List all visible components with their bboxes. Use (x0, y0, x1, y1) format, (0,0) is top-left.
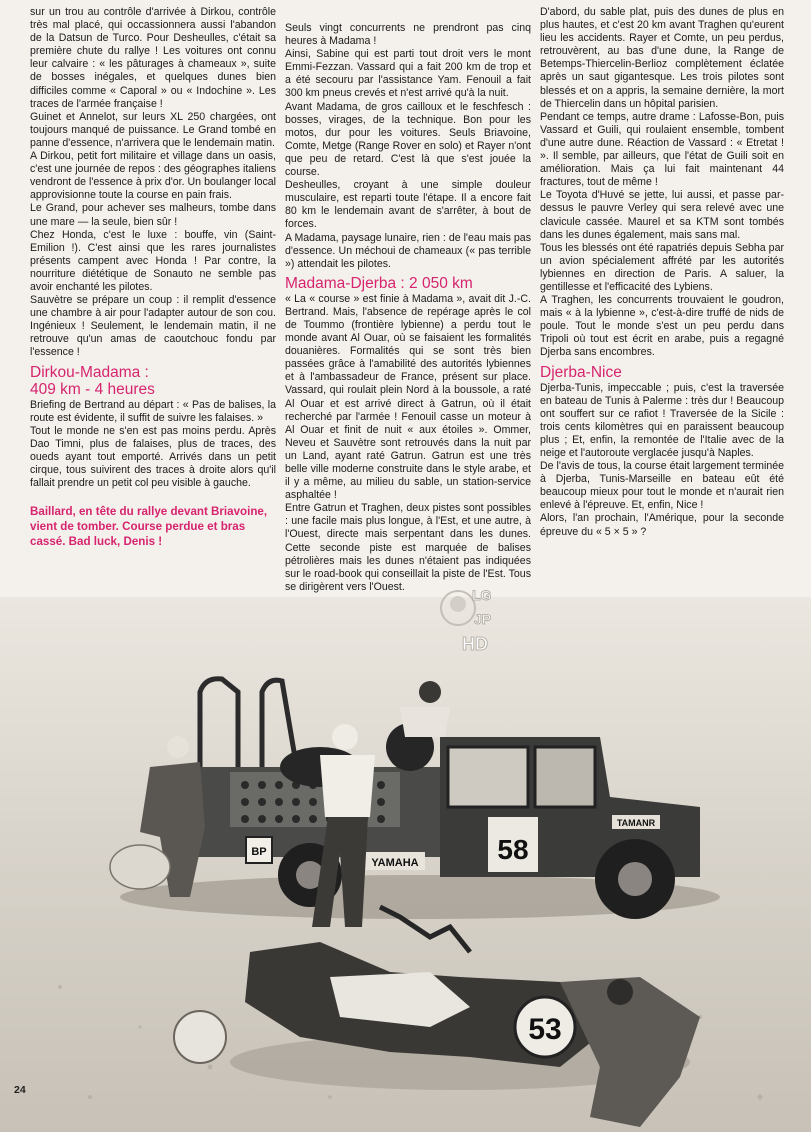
paragraph: Seuls vingt concurrents ne prendront pas cinq heures à Madama ! (285, 22, 531, 48)
truck-side-text: TAMANR (616, 818, 656, 828)
heading-line-1: Dirkou-Madama : (30, 363, 149, 381)
paragraph: D'abord, du sable plat, puis des dunes de plus en plus hautes, et c'est 20 km avant Traghen qu'eurent lieu les accidents. Rayer et Comte, un peu perdus, retrouvèrent, au bas d'une dune, la Range de Betemps-Thiercelin-Berlioz complètement éclatée après un saut gigantesque. Les trois pilotes sont blessés et on a appris, la semaine dernière, la mort de Thiercelin dans un hôpital parisien. (540, 6, 784, 110)
paragraph: Le Grand, pour achever ses malheurs, tombe dans une mare — la seule, bien sûr ! (30, 202, 276, 228)
section-heading-madama-djerba: Madama-Djerba : 2 050 km (285, 274, 473, 292)
svg-text:HD: HD (462, 634, 488, 654)
truck-number: 58 (497, 834, 529, 865)
page-number: 24 (14, 1084, 26, 1096)
bike-number: 53 (528, 1013, 562, 1046)
paragraph: A Madama, paysage lunaire, rien : de l'eau mais pas d'essence. Un méchoui de chameaux (« pas terrible ») attendait les pilotes. (285, 231, 531, 270)
text-column-3 (540, 6, 784, 539)
watermark-logo (438, 578, 500, 668)
photo-caption: Baillard, en tête du rallye devant Briavoine, vient de tomber. Course perdue et bras cassé. Bad luck, Denis ! (30, 505, 268, 549)
desert-scene-illustration (0, 597, 811, 1132)
rally-photo (0, 597, 811, 1132)
text-column-2 (285, 22, 531, 594)
paragraph: Tous les blessés ont été rapatriés depuis Sebha par un avion spécialement affrété par les autorités lybiennes en direction de Paris. A saluer, la gentillesse et l'efficacité des Lybiens. (540, 241, 784, 293)
paragraph: Le Toyota d'Huvé se jette, lui aussi, et passe par-dessus le pauvre Verley qui sera relevé avec une clavicule cassée. Maurel et sa KTM sont tombés dans les dunes également, mais sans mal. (540, 189, 784, 241)
paragraph: Guinet et Annelot, sur leurs XL 250 chargées, ont toujours manqué de puissance. Le Grand tombé en panne d'essence, n'arrivera que le lendemain matin. (30, 110, 276, 149)
paragraph: sur un trou au contrôle d'arrivée à Dirkou, contrôle très mal placé, qui occassionnera aussi l'abandon de la Datsun de Turco. Pour Desheulles, c'était sa première chute du rallye ! Les voitures ont connu leur calvaire : « les pâturages à chameaux », suite de bosses inégales, et quelques dunes bien difficiles comme « Caporal » ou « Indochine ». Les traces de l'armée française ! (30, 6, 276, 110)
paragraph: Djerba-Tunis, impeccable ; puis, c'est la traversée en bateau de Tunis à Palerme : très dur ! Beaucoup ont souffert sur ce rafiot ! Traversée de la Sicile : trois cents kilomètres qui en paraissent beaucoup plus ; Et, enfin, la remontée de l'Italie avec de la neige et l'autoroute verglacée jusqu'à Naples. (540, 381, 784, 459)
svg-text:JP: JP (474, 611, 492, 627)
paragraph: « La « course » est finie à Madama », avait dit J.-C. Bertrand. Mais, l'absence de repérage après le col de Toummo (frontière lybienne) a perdu tout le monde avant Al Ouar, où se faisaient les formalités douanières. Formalités qui se sont très bien passées grâce à l'amabilité des autorités lybiennes et à l'ambassadeur de France, présent sur place. Vassard, qui roulait plein Nord à la boussole, a raté Al Ouar et est arrivé direct à Gatrun, où il était recherché par l'armée ! Fenouil casse un moteur à Al Ouar et finit de nuit « aux étoiles ». Ommer, Neveu et Sauvètre sont retrouvés dans la nuit par un Land, ayant raté Gatrun. Gatrun est une très belle ville moderne construite dans le style arabe, et il y a même, au milieu du sable, un station-service asphaltée ! (285, 292, 531, 502)
paragraph: Ainsi, Sabine qui est parti tout droit vers le mont Emmi-Fezzan. Vassard qui a fait 200 km de trop et a été secouru par l'assistance Yam. Fenouil a fait 300 km pneus crevés et n'est arrivé qu'à la nuit. (285, 48, 531, 100)
paragraph: De l'avis de tous, la course était largement terminée à Djerba, Tunis-Marseille en bateau eût été beaucoup mieux pour tout le monde et n'aurait rien enlevé à l'épreuve. Et, enfin, Nice ! (540, 460, 784, 512)
paragraph: Briefing de Bertrand au départ : « Pas de balises, la route est évidente, il suffit de suivre les falaises. » (30, 398, 276, 424)
paragraph: Chez Honda, c'est le luxe : bouffe, vin (Saint-Emilion !). C'est ainsi que les rares journalistes présents campent avec Honda ! Par contre, la nourriture diététique de Sonauto ne semble pas avoir enchanté les pilotes. (30, 228, 276, 293)
paragraph: Sauvètre se prépare un coup : il remplit d'essence une chambre à air pour l'adapter autour de son cou. Ingénieux ! Seulement, le lendemain matin, il ne retrouve qu'un amas de caoutchouc fondu par l'essence ! (30, 294, 276, 359)
paragraph: Entre Gatrun et Traghen, deux pistes sont possibles : une facile mais plus longue, à l'Est, et une autre, à l'Ouest, directe mais serpentant dans les dunes. Cette seconde piste est marquée de balises pétrolières mais les dunes n'étaient pas indiquées sur le road-book qui conseillait la piste de l'Est. Tous se dirigèrent vers l'Ouest. (285, 502, 531, 593)
paragraph: Avant Madama, de gros cailloux et le feschfesch : bosses, virages, de la technique. Bon pour les motos, dur pour les voitures. Seuls Briavoine, Comte, Metge (Range Rover en solo) et Rayer n'ont que peu de retard. C'est là que s'est jouée la course. (285, 100, 531, 179)
section-heading-djerba-nice: Djerba-Nice (540, 363, 622, 381)
svg-text:LG: LG (472, 587, 492, 603)
paragraph: A Dirkou, petit fort militaire et village dans un oasis, c'est une journée de repos : des géographes italiens vendront de l'essence à prix d'or. Un boulanger local approvisionne toute la course en pain frais. (30, 150, 276, 202)
paragraph: Pendant ce temps, autre drame : Lafosse-Bon, puis Vassard et Guili, qui roulaient ensemble, tombent d'une autre dune. Réaction de Vassard : « Etretat ! ». Il semble, par ailleurs, que l'état de Guili soit en amélioration. Mais ça lui fait maintenant 44 fractures, tout de même ! (540, 110, 784, 189)
text-column-1 (30, 6, 276, 549)
heading-line-2: 409 km - 4 heures (30, 380, 155, 398)
paragraph: A Traghen, les concurrents trouvaient le goudron, mais « à la lybienne », c'est-à-dire truffé de nids de poule. Tout le monde s'est un peu perdu dans Tripoli où tout est écrit en arabe, puis a regagné Djerba sans encombres. (540, 294, 784, 359)
paragraph: Desheulles, croyant à une simple douleur musculaire, est reparti toute l'étape. Il a encore fait 80 km le lendemain avant de s'arrêter, à bout de forces. (285, 179, 531, 231)
truck-door-text: YAMAHA (371, 857, 419, 869)
section-heading-dirkou-madama (30, 364, 276, 398)
paragraph: Tout le monde ne s'en est pas moins perdu. Après Dao Timni, plus de falaises, plus de traces, des oueds ayant tout emporté. Arrivés dans un petit cirque, tous suivirent des traces à droite alors qu'il fallait prendre un petit col peu visible à gauche. (30, 424, 276, 490)
bp-sticker: BP (251, 846, 267, 858)
paragraph: Alors, l'an prochain, l'Amérique, pour la seconde épreuve du « 5 × 5 » ? (540, 512, 784, 538)
